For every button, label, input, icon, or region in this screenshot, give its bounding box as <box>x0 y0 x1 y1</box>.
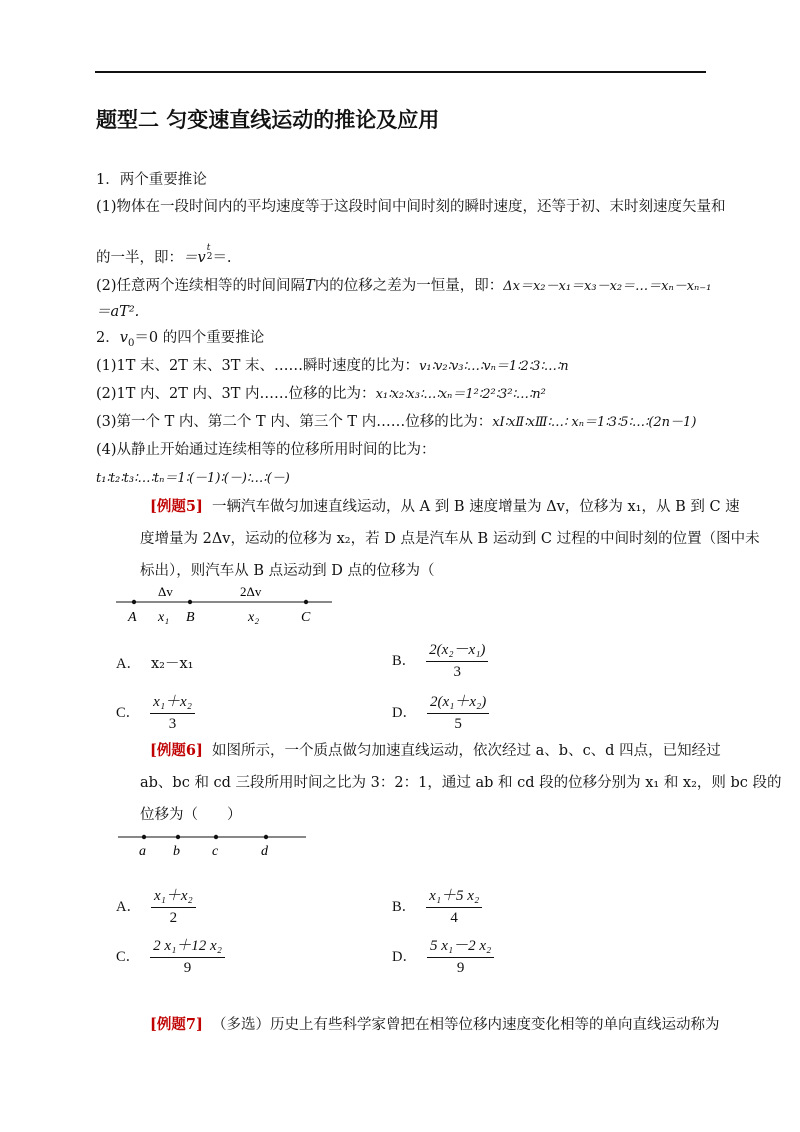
section1-p2-line2 <box>96 302 139 322</box>
ex7-line1 <box>150 1015 720 1035</box>
ex5-option-d[interactable] <box>392 690 489 733</box>
p2-T: T <box>305 278 315 294</box>
ex6-label-c: c <box>212 844 219 859</box>
ex5-option-a[interactable] <box>116 652 193 673</box>
ex6-opt-a-num: x₁＋x₂ <box>151 884 196 908</box>
p2-line2: ＝aT². <box>96 304 140 320</box>
ex6-line1 <box>150 741 721 761</box>
ex7-text1: （多选）历史上有些科学家曾把在相等位移内速度变化相等的单向直线运动称为 <box>212 1017 720 1033</box>
ex5-text1: 一辆汽车做匀加速直线运动，从 A 到 B 速度增量为 Δv，位移为 x₁，从 B 到 C 速 <box>212 499 740 515</box>
ex5-opt-d-label: D． <box>392 705 417 721</box>
ex5-point-a <box>132 600 136 604</box>
r1-formula: v₁∶v₂∶v₃∶…∶vₙ＝1∶2∶3∶…∶n <box>419 359 569 374</box>
ex6-opt-b-num: x₁＋5 x₂ <box>426 884 482 908</box>
ex5-opt-b-fraction <box>426 638 488 681</box>
ex6-point-d <box>264 835 268 839</box>
ex5-line2: 度增量为 2Δv，运动的位移为 x₂，若 D 点是汽车从 B 运动到 C 过程的中间时刻的位置（图中未 <box>140 531 760 547</box>
ex5-opt-c-label: C． <box>116 705 141 721</box>
ex6-opt-d-fraction <box>427 934 494 977</box>
s2-v: v <box>119 330 128 346</box>
page-title: 题型二 匀变速直线运动的推论及应用 <box>96 108 440 132</box>
ex6-opt-d-label: D． <box>392 949 417 965</box>
ex6-opt-c-label: C． <box>116 949 141 965</box>
ex5-opt-c-num: x₁＋x₂ <box>150 690 195 714</box>
ex5-opt-b-den: 3 <box>453 664 462 680</box>
ex5-dv1: Δv <box>158 584 173 599</box>
ex6-line3: 位移为（ ） <box>140 807 242 823</box>
s2-prefix: 2． <box>96 330 120 346</box>
ex6-point-c <box>214 835 218 839</box>
ex6-option-c[interactable] <box>116 934 225 977</box>
section2-r4: (4)从静止开始通过连续相等的位移所用时间的比为： <box>96 442 436 458</box>
p2-mid: 内的位移之差为一恒量，即： <box>314 278 504 294</box>
ex5-label-a: A <box>128 610 137 625</box>
ex6-opt-a-fraction <box>151 884 196 927</box>
ex6-opt-c-den: 9 <box>183 960 192 976</box>
ex5-point-b <box>188 600 192 604</box>
ex5-point-c <box>304 600 308 604</box>
ex5-dv2: 2Δv <box>240 584 262 599</box>
section1-p1-line1: (1)物体在一段时间内的平均速度等于这段时间中间时刻的瞬时速度，还等于初、末时刻速度矢量和 <box>96 199 726 215</box>
p2-prefix: (2)任意两个连续相等的时间间隔 <box>96 278 306 294</box>
ex5-opt-c-fraction <box>150 690 195 733</box>
ex6-opt-b-fraction <box>426 884 482 927</box>
ex6-opt-c-num: 2 x₁＋12 x₂ <box>150 934 225 958</box>
p1-end: ＝. <box>212 250 232 266</box>
ex6-opt-b-den: 4 <box>450 910 458 926</box>
ex5-label-x2: x₂ <box>248 610 260 625</box>
ex6-point-a <box>142 835 146 839</box>
ex6-opt-c-fraction <box>150 934 225 977</box>
ex6-text1: 如图所示，一个质点做匀加速直线运动，依次经过 a、b、c、d 四点，已知经过 <box>212 743 721 759</box>
section2-r2 <box>96 384 546 405</box>
ex5-opt-d-num: 2(x₁＋x₂) <box>427 690 489 714</box>
ex5-line3: 标出），则汽车从 B 点运动到 D 点的位移为（ <box>140 563 435 579</box>
ex5-opt-d-den: 5 <box>454 716 462 732</box>
section1-heading: 1．两个重要推论 <box>96 172 207 188</box>
ex6-diagram <box>112 828 312 860</box>
ex6-opt-a-den: 2 <box>169 910 178 926</box>
ex6-option-d[interactable] <box>392 934 494 977</box>
ex5-option-b[interactable] <box>392 638 488 681</box>
r2-prefix: (2)1T 内、2T 内、3T 内……位移的比为： <box>96 386 376 402</box>
ex5-opt-d-fraction <box>427 690 489 733</box>
ex5-opt-a-label: A． <box>116 656 141 672</box>
section2-r3 <box>96 412 696 433</box>
ex5-line1 <box>150 497 740 517</box>
p2-formula: Δx＝x₂－x₁＝x₃－x₂＝…＝xₙ－xₙ₋₁ <box>503 279 712 294</box>
section2-heading <box>96 328 264 354</box>
r3-formula: xⅠ∶xⅡ∶xⅢ∶…∶ xₙ＝1∶3∶5∶…∶(2n－1) <box>492 415 697 430</box>
top-rule <box>95 71 706 73</box>
ex5-opt-b-label: B． <box>392 653 417 669</box>
ex6-opt-b-label: B． <box>392 899 417 915</box>
section1-p1-line2 <box>96 244 232 268</box>
ex7-label: [例题7] <box>150 1016 203 1033</box>
ex6-opt-a-label: A． <box>116 899 141 915</box>
ex5-opt-a-text: x₂－x₁ <box>150 656 194 672</box>
s2-sub: 0 <box>127 337 135 349</box>
p1-sup-t: t <box>206 243 211 253</box>
r1-prefix: (1)1T 末、2T 末、3T 末、……瞬时速度的比为： <box>96 358 420 374</box>
ex6-label-a: a <box>139 844 146 859</box>
ex6-label: [例题6] <box>150 742 203 759</box>
r3-prefix: (3)第一个 T 内、第二个 T 内、第三个 T 内……位移的比为： <box>96 414 493 430</box>
ex6-opt-d-num: 5 x₁－2 x₂ <box>427 934 494 958</box>
ex5-opt-b-num: 2(x₂－x₁) <box>426 638 488 662</box>
r4-formula: t₁∶t₂∶t₃∶…∶tₙ＝1∶(－1)∶(－)∶…∶(－) <box>96 471 290 486</box>
ex6-option-b[interactable] <box>392 884 482 927</box>
ex6-line2: ab、bc 和 cd 三段所用时间之比为 3：2：1，通过 ab 和 cd 段的位移分别为 x₁ 和 x₂，则 bc 段的 <box>140 775 782 791</box>
p1-sup-2: 2 <box>206 252 213 262</box>
r2-formula: x₁∶x₂∶x₃∶…∶xₙ＝1²∶2²∶3²∶…∶n² <box>375 387 546 402</box>
ex5-opt-c-den: 3 <box>168 716 177 732</box>
ex5-diagram <box>110 582 340 628</box>
ex6-opt-d-den: 9 <box>456 960 465 976</box>
ex5-label-x1: x₁ <box>158 610 170 625</box>
ex6-option-a[interactable] <box>116 884 196 927</box>
s2-suffix: ＝0 的四个重要推论 <box>134 330 265 346</box>
section2-r4-formula <box>96 468 290 489</box>
ex6-label-b: b <box>173 844 180 859</box>
section1-p2-line1 <box>96 276 711 297</box>
section2-r1 <box>96 356 569 377</box>
p1-formula: ＝v <box>183 250 206 266</box>
ex5-label: [例题5] <box>150 498 203 515</box>
ex5-label-c: C <box>301 610 311 625</box>
ex5-option-c[interactable] <box>116 690 195 733</box>
ex6-point-b <box>176 835 180 839</box>
ex5-label-b: B <box>186 610 195 625</box>
p1-prefix: 的一半，即： <box>96 250 183 266</box>
ex6-label-d: d <box>261 844 268 859</box>
